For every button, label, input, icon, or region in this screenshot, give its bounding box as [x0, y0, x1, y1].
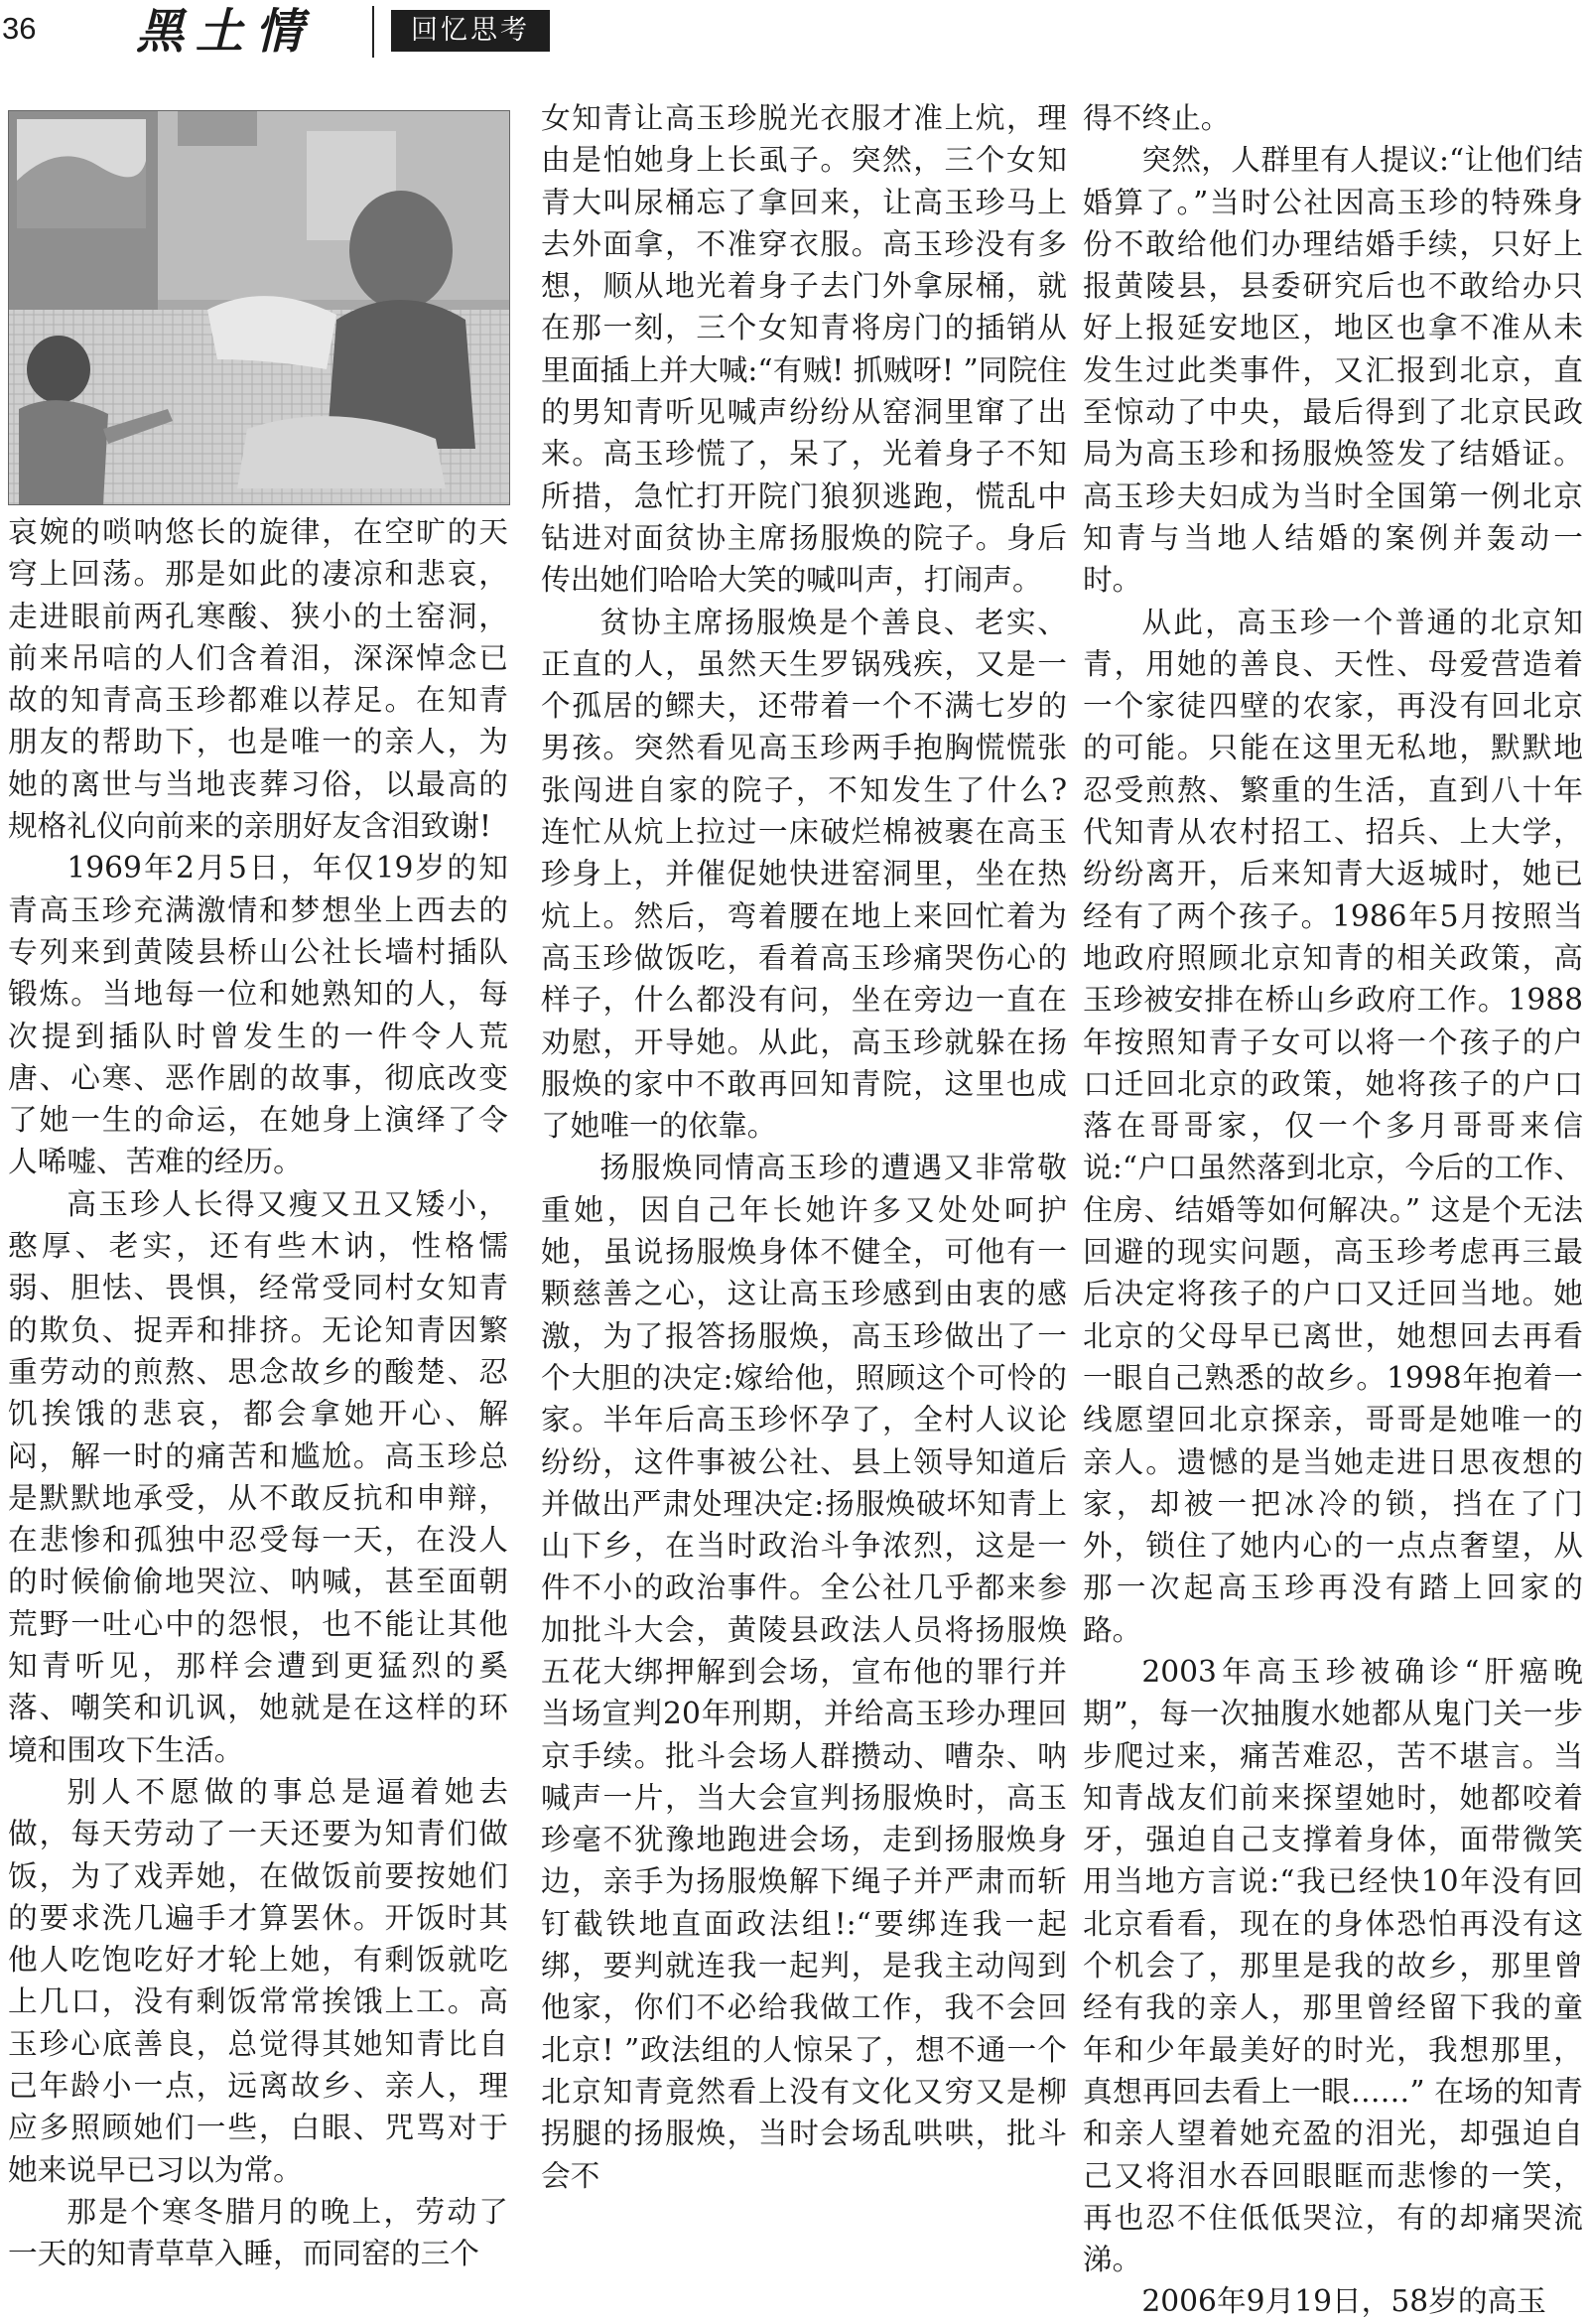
article-column-3: [1083, 98, 1583, 2324]
paragraph: 那是个寒冬腊月的晚上，劳动了一天的知青草草入睡，而同窑的三个: [8, 2194, 508, 2272]
section-label: 回忆思考: [391, 10, 550, 52]
paragraph: 2006年9月19日，58岁的高玉: [1141, 2284, 1546, 2320]
paragraph: 1969年2月5日，年仅19岁的知青高玉珍充满激情和梦想坐上西去的专列来到黄陵县桥山公社长墙村插队锻炼。当地每一位和她熟知的人，每次提到插队时曾发生的一件令人荒唐、心寒、恶作剧的故事，彻底改变了她一生的命运，在她身上演绎了令人唏嘘、苦难的经历。: [8, 851, 508, 1180]
paragraph: 别人不愿做的事总是逼着她去做，每天劳动了一天还要为知青们做饭，为了戏弄她，在做饭前要按她们的要求洗几遍手才算罢休。开饭时其他人吃饱吃好才轮上她，有剩饭就吃上几口，没有剩饭常常挨饿上工。高玉珍心底善良，总觉得其她知青比自己年龄小一点，远离故乡、亲人，理应多照顾她们一些，白眼、咒骂对于她来说早已习以为常。: [8, 1774, 508, 2188]
magazine-title: 黑土情: [136, 4, 316, 60]
paragraph: 高玉珍人长得又瘦又丑又矮小，憨厚、老实，还有些木讷，性格懦弱、胆怯、畏惧，经常受同村女知青的欺负、捉弄和排挤。无论知青因繁重劳动的煎熬、思念故乡的酸楚、忍饥挨饿的悲哀，都会拿她开心、解闷，解一时的痛苦和尴尬。高玉珍总是默默地承受，从不敢反抗和申辩，在悲惨和孤独中忍受每一天，在没人的时候偷偷地哭泣、呐喊，甚至面朝荒野一吐心中的怨恨，也不能让其他知青听见，那样会遭到更猛烈的奚落、嘲笑和讥讽，她就是在这样的环境和围攻下生活。: [8, 1186, 508, 1768]
header-divider: [372, 6, 374, 58]
paragraph: 从此，高玉珍一个普通的北京知青，用她的善良、天性、母爱营造着一个家徒四壁的农家，再没有回北京的可能。只能在这里无私地，默默地忍受煎熬、繁重的生活，直到八十年代知青从农村招工、招兵、上大学，纷纷离开，后来知青大返城时，她已经有了两个孩子。1986年5月按照当地政府照顾北京知青的相关政策，高玉珍被安排在桥山乡政府工作。1988年按照知青子女可以将一个孩子的户口迁回北京的政策，她将孩子的户口落在哥哥家，仅一个多月哥哥来信说:“户口虽然落到北京，今后的工作、住房、结婚等如何解决。” 这是个无法回避的现实问题，高玉珍考虑再三最后决定将孩子的户口又迁回当地。她北京的父母早已离世，她想回去再看一眼自己熟悉的故乡。1998年抱着一线愿望回北京探亲，哥哥是她唯一的亲人。遗憾的是当她走进日思夜想的家，却被一把冰冷的锁，挡在了门外，锁住了她内心的一点点奢望，从那一次起高玉珍再没有踏上回家的路。: [1083, 605, 1583, 1648]
paragraph: 2003年高玉珍被确诊“肝癌晚期”，每一次抽腹水她都从鬼门关一步步爬过来，痛苦难忍，苦不堪言。当知青战友们前来探望她时，她都咬着牙，强迫自己支撑着身体，面带微笑用当地方言说:“我已经快10年没有回北京看看，现在的身体恐怕再没有这个机会了，那里是我的故乡，那里曾经有我的亲人，那里曾经留下我的童年和少年最美好的时光，我想那里，真想再回去看上一眼……” 在场的知青和亲人望着她充盈的泪光，却强迫自己又将泪水吞回眼眶而悲惨的一笑，再也忍不住低低哭泣，有的却痛哭流涕。: [1083, 1654, 1583, 2278]
article-photo: [8, 110, 510, 505]
paragraph: 扬服焕同情高玉珍的遭遇又非常敬重她，因自己年长她许多又处处呵护她，虽说扬服焕身体不健全，可他有一颗慈善之心，这让高玉珍感到由衷的感激，为了报答扬服焕，高玉珍做出了一个大胆的决定:嫁给他，照顾这个可怜的家。半年后高玉珍怀孕了，全村人议论纷纷，这件事被公社、县上领导知道后并做出严肃处理决定:扬服焕破坏知青上山下乡，在当时政治斗争浓烈，这是一件不小的政治事件。全公社几乎都来参加批斗大会，黄陵县政法人员将扬服焕五花大绑押解到会场，宣布他的罪行并当场宣判20年刑期，并给高玉珍办理回京手续。批斗会场人群攒动、嘈杂、呐喊声一片，当大会宣判扬服焕时，高玉珍毫不犹豫地跑进会场，走到扬服焕身边，亲手为扬服焕解下绳子并严肃而斩钉截铁地直面政法组!:“要绑连我一起绑，要判就连我一起判，是我主动闯到他家，你们不必给我做工作，我不会回北京! ”政法组的人惊呆了，想不通一个北京知青竟然看上没有文化又穷又是柳拐腿的扬服焕，当时会场乱哄哄，批斗会不: [541, 1151, 1067, 2194]
paragraph: 哀婉的唢呐悠长的旋律，在空旷的天穹上回荡。那是如此的凄凉和悲哀，走进眼前两孔寒酸、狭小的土窑洞，前来吊唁的人们含着泪，深深悼念已故的知青高玉珍都难以荐足。在知青朋友的帮助下，也是唯一的亲人，为她的离世与当地丧葬习俗，以最高的规格礼仪向前来的亲朋好友含泪致谢!: [8, 515, 508, 845]
paragraph: 突然，人群里有人提议:“让他们结婚算了。”当时公社因高玉珍的特殊身份不敢给他们办理结婚手续，只好上报黄陵县，县委研究后也不敢给办只好上报延安地区，地区也拿不准从未发生过此类事件，又汇报到北京，直至惊动了中央，最后得到了北京民政局为高玉珍和扬服焕签发了结婚证。高玉珍夫妇成为当时全国第一例北京知青与当地人结婚的案例并轰动一时。: [1083, 143, 1583, 599]
page-number: 36: [2, 11, 37, 46]
paragraph: 得不终止。: [1083, 101, 1231, 136]
article-column-2: [541, 98, 1067, 2198]
photo-illustration: [9, 111, 509, 504]
article-column-1: [8, 512, 508, 2275]
page-header: [0, 0, 1588, 77]
paragraph: 女知青让高玉珍脱光衣服才准上炕，理由是怕她身上长虱子。突然，三个女知青大叫尿桶忘了拿回来，让高玉珍马上去外面拿，不准穿衣服。高玉珍没有多想，顺从地光着身子去门外拿尿桶，就在那一刻，三个女知青将房门的插销从里面插上并大喊:“有贼! 抓贼呀! ”同院住的男知青听见喊声纷纷从窑洞里窜了出来。高玉珍慌了，呆了，光着身子不知所措，急忙打开院门狼狈逃跑，慌乱中钻进对面贫协主席扬服焕的院子。身后传出她们哈哈大笑的喊叫声，打闹声。: [541, 101, 1067, 599]
paragraph: 贫协主席扬服焕是个善良、老实、正直的人，虽然天生罗锅残疾，又是一个孤居的鳏夫，还带着一个不满七岁的男孩。突然看见高玉珍两手抱胸慌慌张张闯进自家的院子，不知发生了什么? 连忙从炕上拉过一床破烂棉被裹在高玉珍身上，并催促她快进窑洞里，坐在热炕上。然后，弯着腰在地上来回忙着为高玉珍做饭吃，看着高玉珍痛哭伤心的样子，什么都没有问，坐在旁边一直在劝慰，开导她。从此，高玉珍就躲在扬服焕的家中不敢再回知青院，这里也成了她唯一的依靠。: [541, 605, 1067, 1145]
